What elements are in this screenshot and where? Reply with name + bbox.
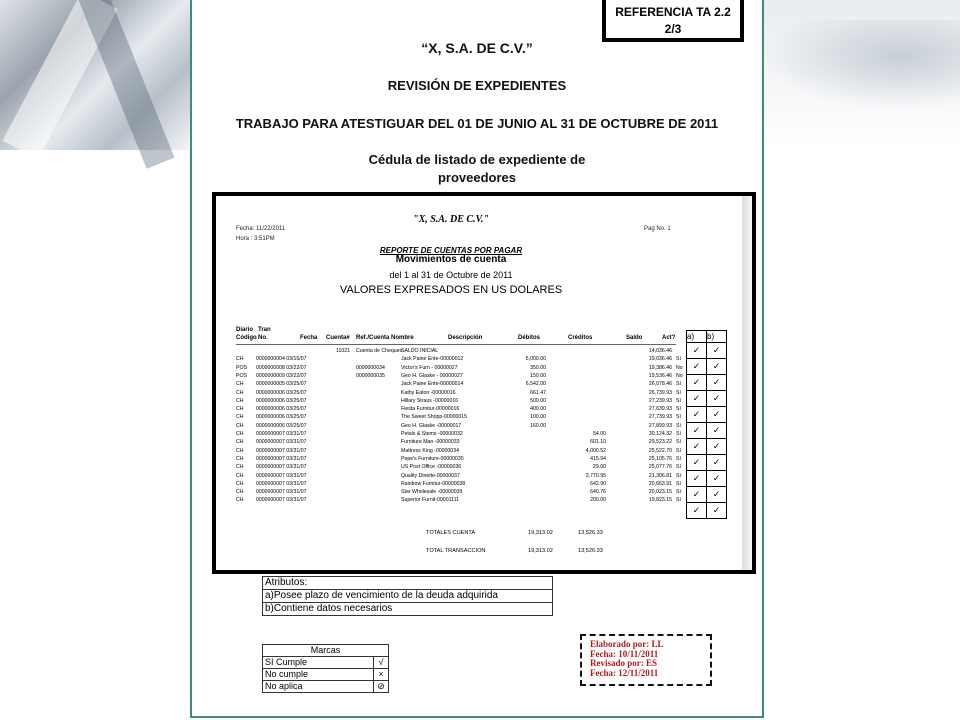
atributos-title: Atributos:	[263, 577, 553, 590]
col-creditos: Créditos	[568, 335, 593, 341]
col-saldo: Saldo	[626, 335, 643, 341]
cell-codigo: POS	[236, 364, 247, 371]
cell-act: Sí	[676, 464, 681, 471]
marca-label: SI Cumple	[263, 657, 374, 669]
table-row	[236, 489, 696, 496]
cell-act: Sí	[676, 356, 681, 363]
cell-act: No	[676, 372, 683, 379]
report-page: Pag No. 1	[644, 226, 671, 232]
table-row	[236, 398, 696, 405]
cell-saldo: 27,239.93	[648, 397, 672, 404]
cell-act: No	[676, 364, 683, 371]
table-row	[236, 373, 696, 380]
cell-saldo: 19,386.46	[648, 364, 672, 371]
stamp-fecha-elaborado: Fecha: 10/11/2011	[590, 648, 659, 659]
cell-codigo: CH	[236, 472, 244, 479]
cell-ref: 0000000034	[356, 364, 385, 371]
cell-tran: 0000000006 03/25/07	[256, 389, 307, 396]
cell-saldo: 25,522.70	[648, 447, 672, 454]
table-row	[236, 497, 696, 504]
table-row	[236, 381, 696, 388]
cell-act: Sí	[676, 381, 681, 388]
cell-desc: Fiesta Furnitur-00000016	[401, 406, 460, 413]
cell-tran: 0000000006 03/25/07	[256, 422, 307, 429]
cell-tran: 0000000009 03/22/07	[256, 372, 307, 379]
cell-desc: Hillary Straus -00000016	[401, 397, 459, 404]
table-row	[236, 481, 696, 488]
cell-act: Sí	[676, 431, 681, 437]
col-descripcion: Descripción	[448, 335, 483, 341]
cell-codigo: CH	[236, 414, 244, 421]
cell-tran: 0000000006 03/25/07	[256, 414, 307, 421]
cell-act: Sí	[676, 389, 681, 396]
cell-desc: US Post Office -00000036	[401, 464, 462, 471]
company-name: “X, S.A. DE C.V.”	[421, 40, 533, 56]
report-date: Fecha: 11/22/2011	[236, 226, 286, 232]
cell-deb: 661.47	[530, 389, 546, 396]
cell-tran: 0000000007 03/31/07	[256, 439, 307, 446]
check-mark-a: ✓	[687, 455, 707, 471]
col-debitos: Débitos	[518, 335, 541, 341]
cell-cred: 54.00	[593, 431, 606, 437]
cell-desc: Jack Paine Ente-00000012	[401, 356, 464, 363]
totals-cuenta-label: TOTALES CUENTA	[426, 530, 476, 536]
cell-desc: Rainbow Furnitur-00000038	[401, 480, 466, 487]
check-mark-a: ✓	[687, 471, 707, 487]
check-mark-b: ✓	[707, 375, 727, 391]
cell-saldo: 19,036.46	[648, 356, 672, 363]
cell-deb: 160.00	[530, 422, 546, 429]
table-row	[236, 406, 696, 413]
report-time: Hora : 3:51PM	[236, 236, 275, 242]
cell-codigo: CH	[236, 381, 244, 388]
cell-codigo: CH	[236, 447, 244, 454]
report-company: "X, S.A. DE C.V."	[413, 214, 489, 225]
cell-act: Sí	[676, 397, 681, 404]
cell-act: Sí	[676, 455, 681, 462]
table-row	[236, 456, 696, 463]
cell-desc: Pepe's Furniture-00000035	[401, 455, 464, 462]
check-mark-a: ✓	[687, 503, 707, 519]
marcas-table	[262, 644, 389, 693]
stamp-fecha-revisado: Fecha: 12/11/2011	[590, 667, 659, 678]
cell-saldo: 26,739.93	[648, 389, 672, 396]
check-mark-a: ✓	[687, 407, 707, 423]
cell-saldo: 25,105.76	[648, 455, 672, 462]
cell-saldo: 25,077.76	[648, 464, 672, 471]
table-row	[236, 414, 696, 421]
cell-desc: Mattress King -00000034	[401, 447, 459, 454]
cell-desc: Geo H. Glaske -00000017	[401, 422, 462, 429]
cell-deb: 400.00	[530, 406, 546, 413]
cell-act: Sí	[676, 422, 681, 429]
col-ref: Ref./Cuenta Nombre	[356, 335, 414, 341]
cell-tran: 0000000007 03/31/07	[256, 480, 307, 487]
cell-deb: 6,542.00	[525, 381, 546, 388]
cell-cred: 4,000.52	[585, 447, 606, 454]
check-mark-b: ✓	[707, 503, 727, 519]
cell-codigo: CH	[236, 356, 244, 363]
cell-cred: 200.00	[590, 497, 606, 504]
check-mark-b: ✓	[707, 391, 727, 407]
cell-codigo: CH	[236, 480, 244, 487]
atributo-a: a)Posee plazo de vencimiento de la deuda adquirida	[263, 590, 553, 603]
cell-codigo: CH	[236, 431, 244, 437]
background-photo-left	[0, 0, 190, 150]
cell-desc: Furniture Man -00000033	[401, 439, 460, 446]
cell-tran: 0000000005 03/25/07	[256, 381, 307, 388]
cell-act: Sí	[676, 480, 681, 487]
audit-document	[190, 0, 764, 718]
cell-cred: 29.00	[593, 464, 606, 471]
check-mark-b: ✓	[707, 343, 727, 359]
cell-saldo: 26,078.46	[648, 381, 672, 388]
marca-symbol: √	[374, 657, 389, 669]
col-act: Act?	[662, 335, 676, 341]
review-stamp	[580, 634, 712, 686]
cell-act: Sí	[676, 406, 681, 413]
cell-act: Sí	[676, 439, 681, 446]
cell-cuenta: 11021	[336, 348, 351, 354]
check-mark-b: ✓	[707, 359, 727, 375]
cedula-title-line1: Cédula de listado de expediente de	[368, 152, 586, 167]
cell-ref: 0000000035	[356, 372, 385, 379]
document-subtitle: TRABAJO PARA ATESTIGUAR DEL 01 DE JUNIO AL 31 DE OCTUBRE DE 2011	[235, 116, 719, 131]
cell-codigo: POS	[236, 372, 247, 379]
check-mark-a: ✓	[687, 343, 707, 359]
cell-tran: 0000000007 03/31/07	[256, 489, 307, 496]
cell-desc: Kathy Eaton -00000016	[401, 389, 456, 396]
cell-tran: 0000000007 03/31/07	[256, 431, 307, 437]
check-mark-a: ✓	[687, 487, 707, 503]
table-row	[236, 448, 696, 455]
cell-deb: 100.00	[530, 414, 546, 421]
cedula-title-line2: proveedores	[437, 170, 517, 185]
table-row	[236, 431, 696, 438]
cell-act: Sí	[676, 472, 681, 479]
col-cuenta: Cuenta#	[326, 335, 350, 341]
cell-desc: SALDO INICIAL	[401, 348, 439, 354]
cell-saldo: 27,639.93	[648, 406, 672, 413]
check-mark-a: ✓	[687, 391, 707, 407]
cell-deb: 500.00	[530, 397, 546, 404]
table-row	[236, 356, 696, 363]
check-col-a: a)	[687, 331, 707, 343]
check-mark-b: ✓	[707, 439, 727, 455]
marcas-title: Marcas	[263, 645, 389, 657]
cell-cred: 642.90	[590, 480, 606, 487]
cell-codigo: CH	[236, 389, 244, 396]
table-row	[236, 464, 696, 471]
cell-codigo: CH	[236, 455, 244, 462]
reference-code: REFERENCIA TA 2.2	[615, 5, 731, 19]
cell-tran: 0000000007 03/31/07	[256, 464, 307, 471]
total-transaccion-label: TOTAL TRANSACCION	[426, 548, 486, 554]
col-tran: Tran No.	[258, 327, 271, 341]
check-mark-b: ✓	[707, 407, 727, 423]
cell-saldo: 21,306.81	[648, 472, 672, 479]
scanned-report	[212, 192, 756, 574]
cell-deb: 5,000.00	[525, 356, 546, 363]
check-mark-b: ✓	[707, 423, 727, 439]
cell-desc: Jack Paine Ente-00000014	[401, 381, 464, 388]
cell-codigo: CH	[236, 464, 244, 471]
cell-saldo: 19,536.46	[648, 372, 672, 379]
marca-label: No cumple	[263, 669, 374, 681]
cell-cred: 601.10	[590, 439, 606, 446]
cell-act: Sí	[676, 414, 681, 421]
table-row	[236, 348, 696, 355]
cell-codigo: CH	[236, 497, 244, 504]
cell-codigo: CH	[236, 439, 244, 446]
cell-codigo: CH	[236, 422, 244, 429]
atributo-b: b)Contiene datos necesarios	[263, 603, 553, 616]
document-title: REVISIÓN DE EXPEDIENTES	[387, 78, 567, 93]
cell-deb: 150.00	[530, 372, 546, 379]
marca-symbol: ×	[374, 669, 389, 681]
check-mark-a: ✓	[687, 423, 707, 439]
cell-act: Sí	[676, 497, 681, 504]
check-mark-b: ✓	[707, 471, 727, 487]
atributos-table	[262, 576, 553, 616]
cell-desc: Quality Dinette-00000037	[401, 472, 460, 479]
cell-tran: 0000000007 03/31/07	[256, 455, 307, 462]
cell-cred: 415.94	[590, 455, 606, 462]
cell-tran: 0000000008 03/22/07	[256, 364, 307, 371]
check-col-b: b)	[707, 331, 727, 343]
cell-tran: 0000000007 03/31/07	[256, 497, 307, 504]
col-fecha: Fecha	[300, 335, 318, 341]
reference-box	[602, 0, 744, 42]
cell-tran: 0000000006 03/25/07	[256, 406, 307, 413]
check-mark-a: ✓	[687, 359, 707, 375]
background-photo-right	[762, 0, 960, 150]
table-row	[236, 365, 696, 372]
cell-saldo: 20,663.91	[648, 480, 672, 487]
cell-saldo: 14,036.46	[648, 348, 672, 354]
table-row	[236, 439, 696, 446]
cell-saldo: 29,523.22	[648, 439, 672, 446]
cell-tran: 0000000007 03/31/07	[256, 447, 307, 454]
header-rule	[236, 344, 676, 345]
check-mark-b: ✓	[707, 487, 727, 503]
totals-cuenta-debitos: 19,313.02	[528, 530, 553, 536]
report-movimientos: Movimientos de cuenta	[395, 254, 507, 265]
cell-tran: 0000000006 03/25/07	[256, 397, 307, 404]
cell-codigo: CH	[236, 406, 244, 413]
cell-act: Sí	[676, 489, 681, 496]
report-title: REPORTE DE CUENTAS POR PAGAR	[379, 246, 523, 255]
col-diario: Diario Código	[236, 327, 257, 341]
attribute-check-grid	[686, 330, 727, 519]
cell-tran: 0000000007 03/31/07	[256, 472, 307, 479]
marca-label: No aplica	[263, 681, 374, 693]
cell-desc: Victor's Furn - 00000027	[401, 364, 458, 371]
marca-symbol: ⊘	[374, 681, 389, 693]
cell-tran: 0000000004 03/15/07	[256, 356, 307, 363]
cell-desc: The Sweet Shopp-00000015	[401, 414, 468, 421]
report-period: del 1 al 31 de Octubre de 2011	[389, 270, 513, 280]
cell-cred: 640.76	[590, 489, 606, 496]
reference-page: 2/3	[664, 22, 682, 36]
total-transaccion-creditos: 13,526.33	[578, 548, 603, 554]
check-mark-b: ✓	[707, 455, 727, 471]
cell-saldo: 20,023.15	[648, 489, 672, 496]
cell-desc: Superior Furnit-00001111	[401, 497, 459, 504]
cell-codigo: CH	[236, 397, 244, 404]
report-currency: VALORES EXPRESADOS EN US DOLARES	[339, 284, 563, 296]
cell-cred: 3,770.95	[585, 472, 606, 479]
total-transaccion-debitos: 19,313.02	[528, 548, 553, 554]
cell-ref: Cuenta de Cheques	[356, 348, 403, 354]
cell-saldo: 30,124.32	[648, 431, 672, 437]
cell-saldo: 27,899.93	[648, 422, 672, 429]
cell-codigo: CH	[236, 489, 244, 496]
stamp-elaborado: Elaborado por: LL	[590, 639, 664, 649]
cell-saldo: 19,823.15	[648, 497, 672, 504]
cell-desc: Geo H. Glaske - 00000027	[401, 372, 463, 379]
stamp-revisado: Revisado por: ES	[590, 658, 658, 668]
cell-saldo: 27,739.93	[648, 414, 672, 421]
cell-act: Sí	[676, 447, 681, 454]
cell-desc: Star Wholesale -00000039	[401, 489, 463, 496]
table-row	[236, 390, 696, 397]
table-row	[236, 473, 696, 480]
cell-desc: Petals & Stems -00000032	[401, 431, 463, 437]
cell-deb: 350.00	[530, 364, 546, 371]
check-mark-a: ✓	[687, 439, 707, 455]
check-mark-a: ✓	[687, 375, 707, 391]
table-row	[236, 423, 696, 430]
totals-cuenta-creditos: 13,526.33	[578, 530, 603, 536]
